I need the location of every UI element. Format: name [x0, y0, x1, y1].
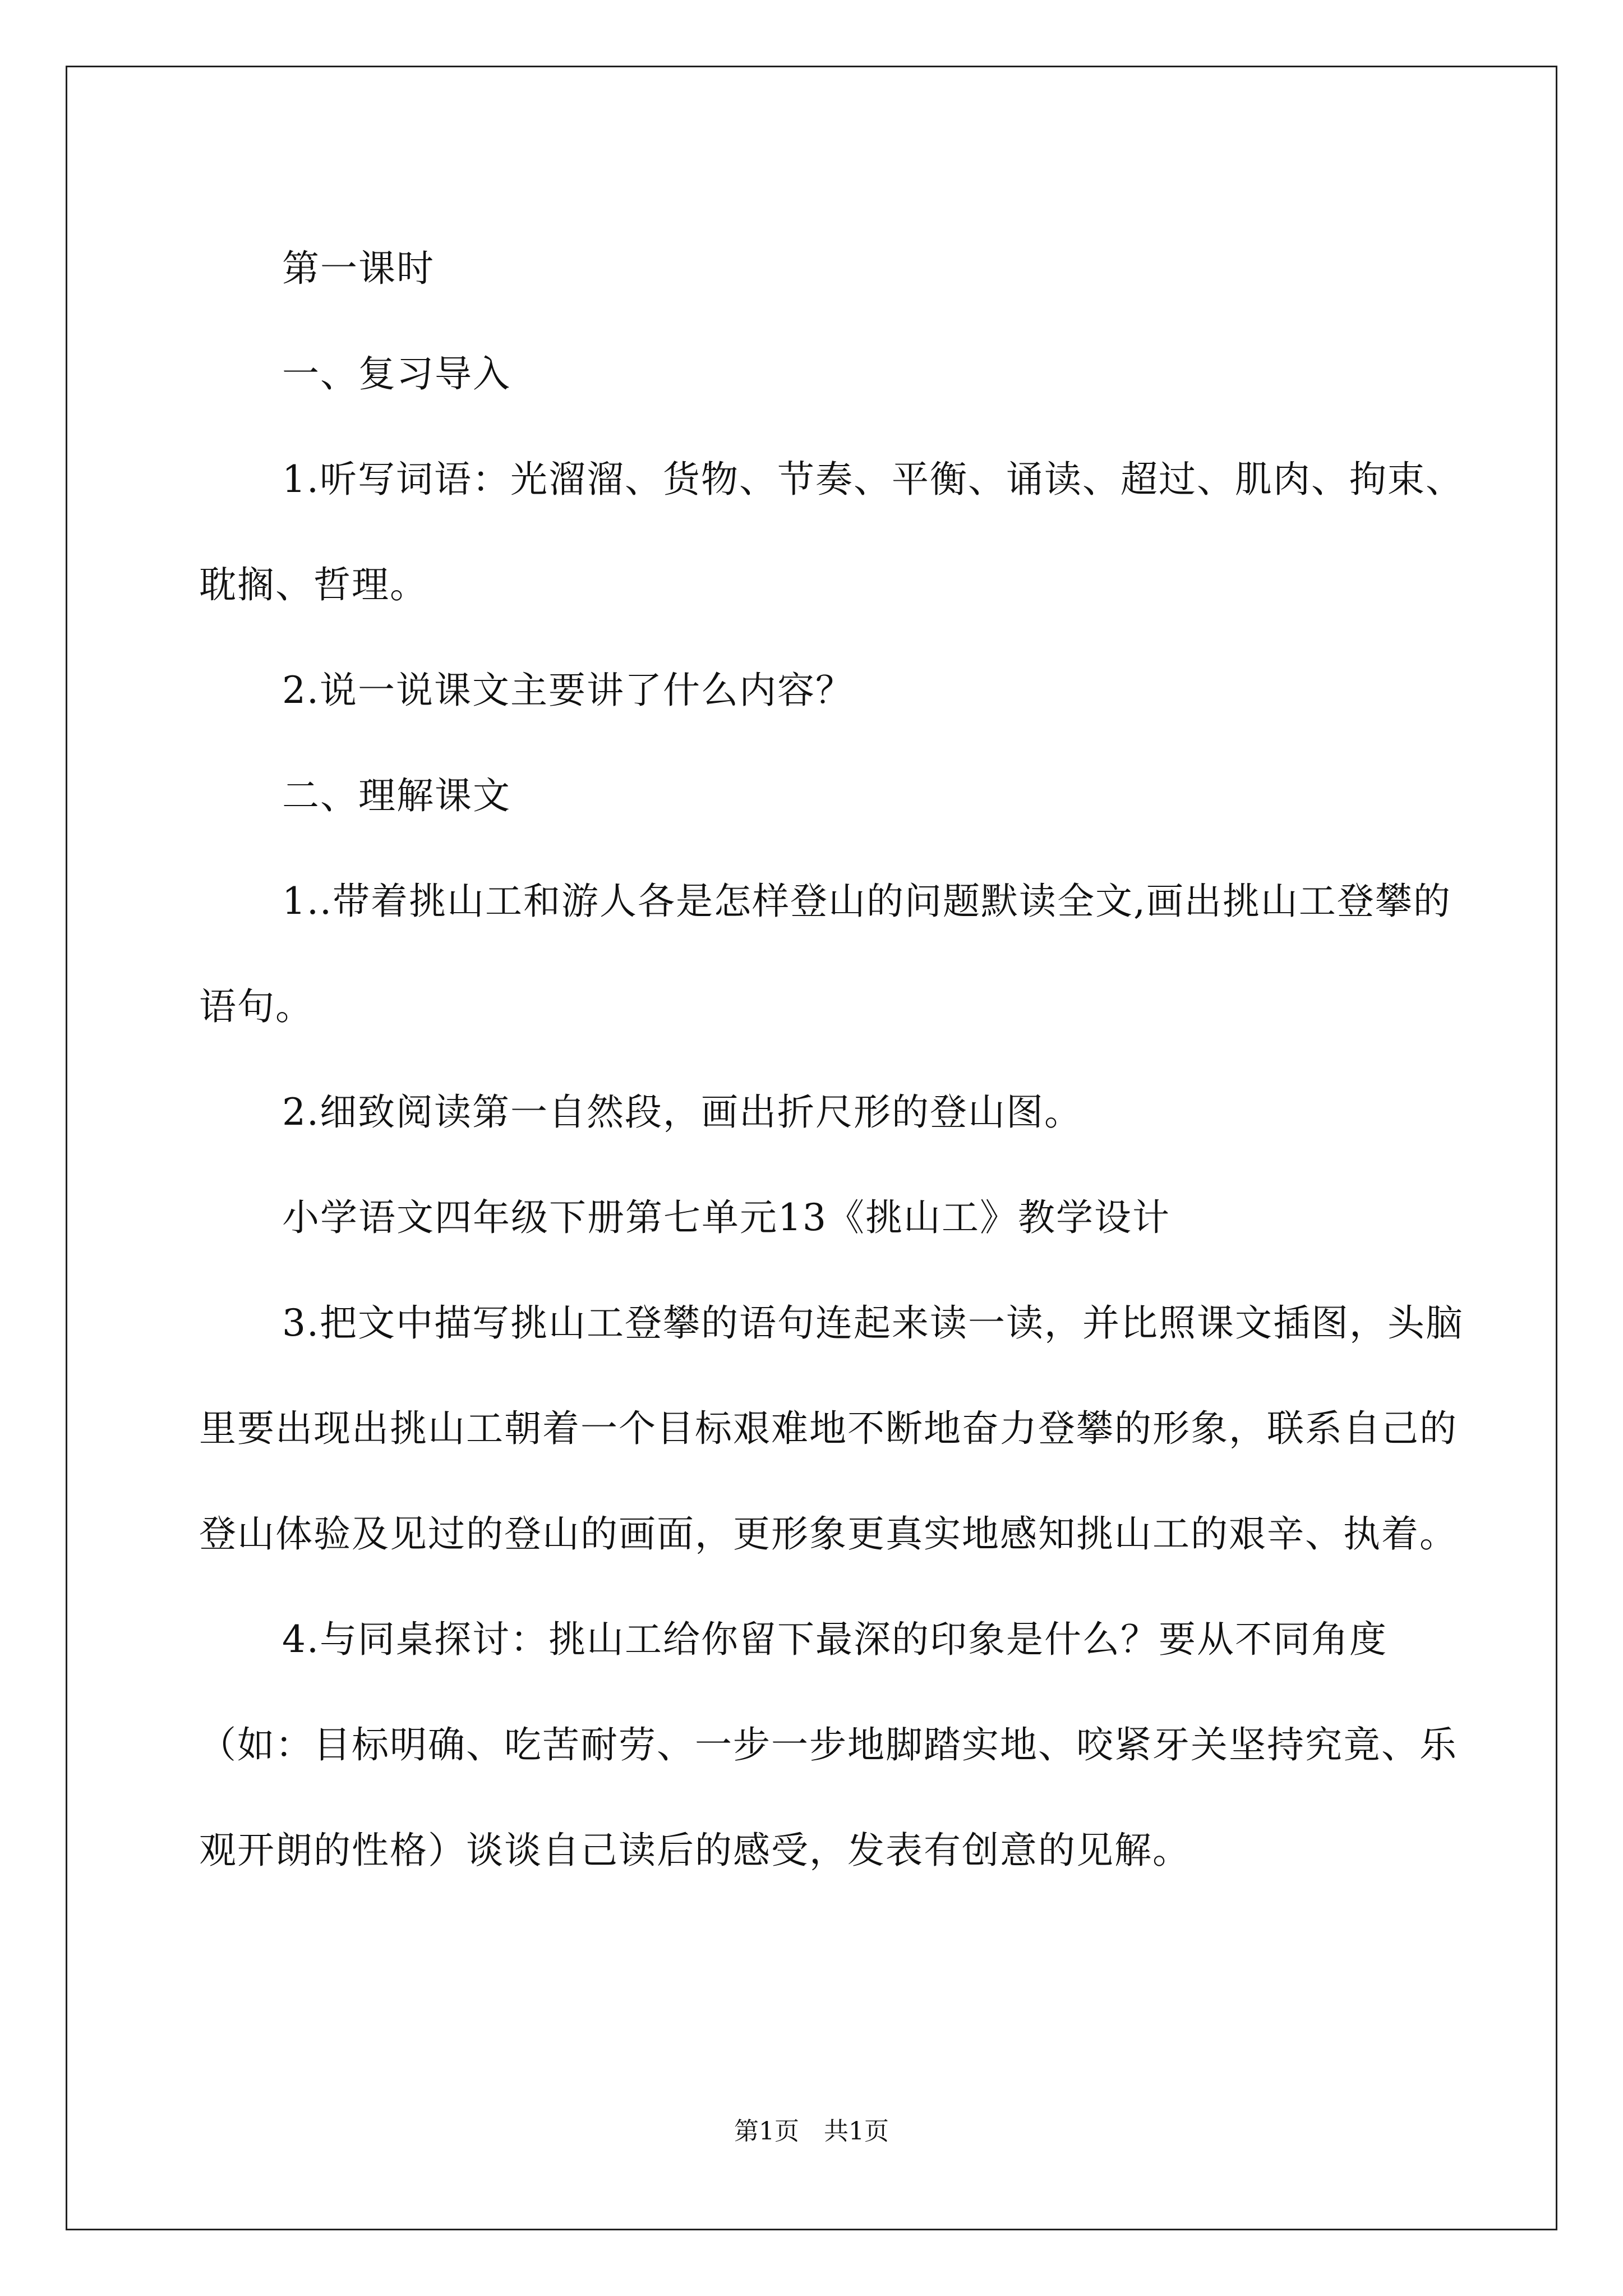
paragraph-summary-question: 2.说一说课文主要讲了什么内容？	[282, 669, 854, 712]
section-heading-review: 一、复习导入	[282, 352, 511, 395]
paragraph-read-full-text: 1..带着挑山工和游人各是怎样登山的问题默读全文,画出挑山工登攀的语句。	[199, 880, 1451, 1028]
page-footer: 第1页 共1页	[734, 2117, 889, 2146]
document-body	[199, 216, 1472, 1903]
section-heading-understand: 二、理解课文	[282, 774, 511, 817]
paragraph-read-sentences: 3.把文中描写挑山工登攀的语句连起来读一读，并比照课文插图，头脑里要出现出挑山工朝着一个目标艰难地不断地奋力登攀的形象，联系自己的登山体验及见过的登山的画面，更形象更真实地感知挑山工的艰辛、执着。	[199, 1301, 1464, 1556]
paragraph-discussion: 4.与同桌探讨：挑山工给你留下最深的印象是什么？要从不同角度（如：目标明确、吃苦耐劳、一步一步地脚踏实地、咬紧牙关坚持究竟、乐观开朗的性格）谈谈自己读后的感受，发表有创意的见解。	[199, 1618, 1458, 1872]
paragraph-first-section: 2.细致阅读第一自然段，画出折尺形的登山图。	[282, 1091, 1082, 1134]
lesson-heading: 第一课时	[282, 247, 435, 290]
paragraph-dictation: 1.听写词语：光溜溜、货物、节奏、平衡、诵读、超过、肌肉、拘束、耽搁、哲理。	[199, 458, 1464, 606]
document-title-line: 小学语文四年级下册第七单元13《挑山工》教学设计	[282, 1196, 1170, 1239]
